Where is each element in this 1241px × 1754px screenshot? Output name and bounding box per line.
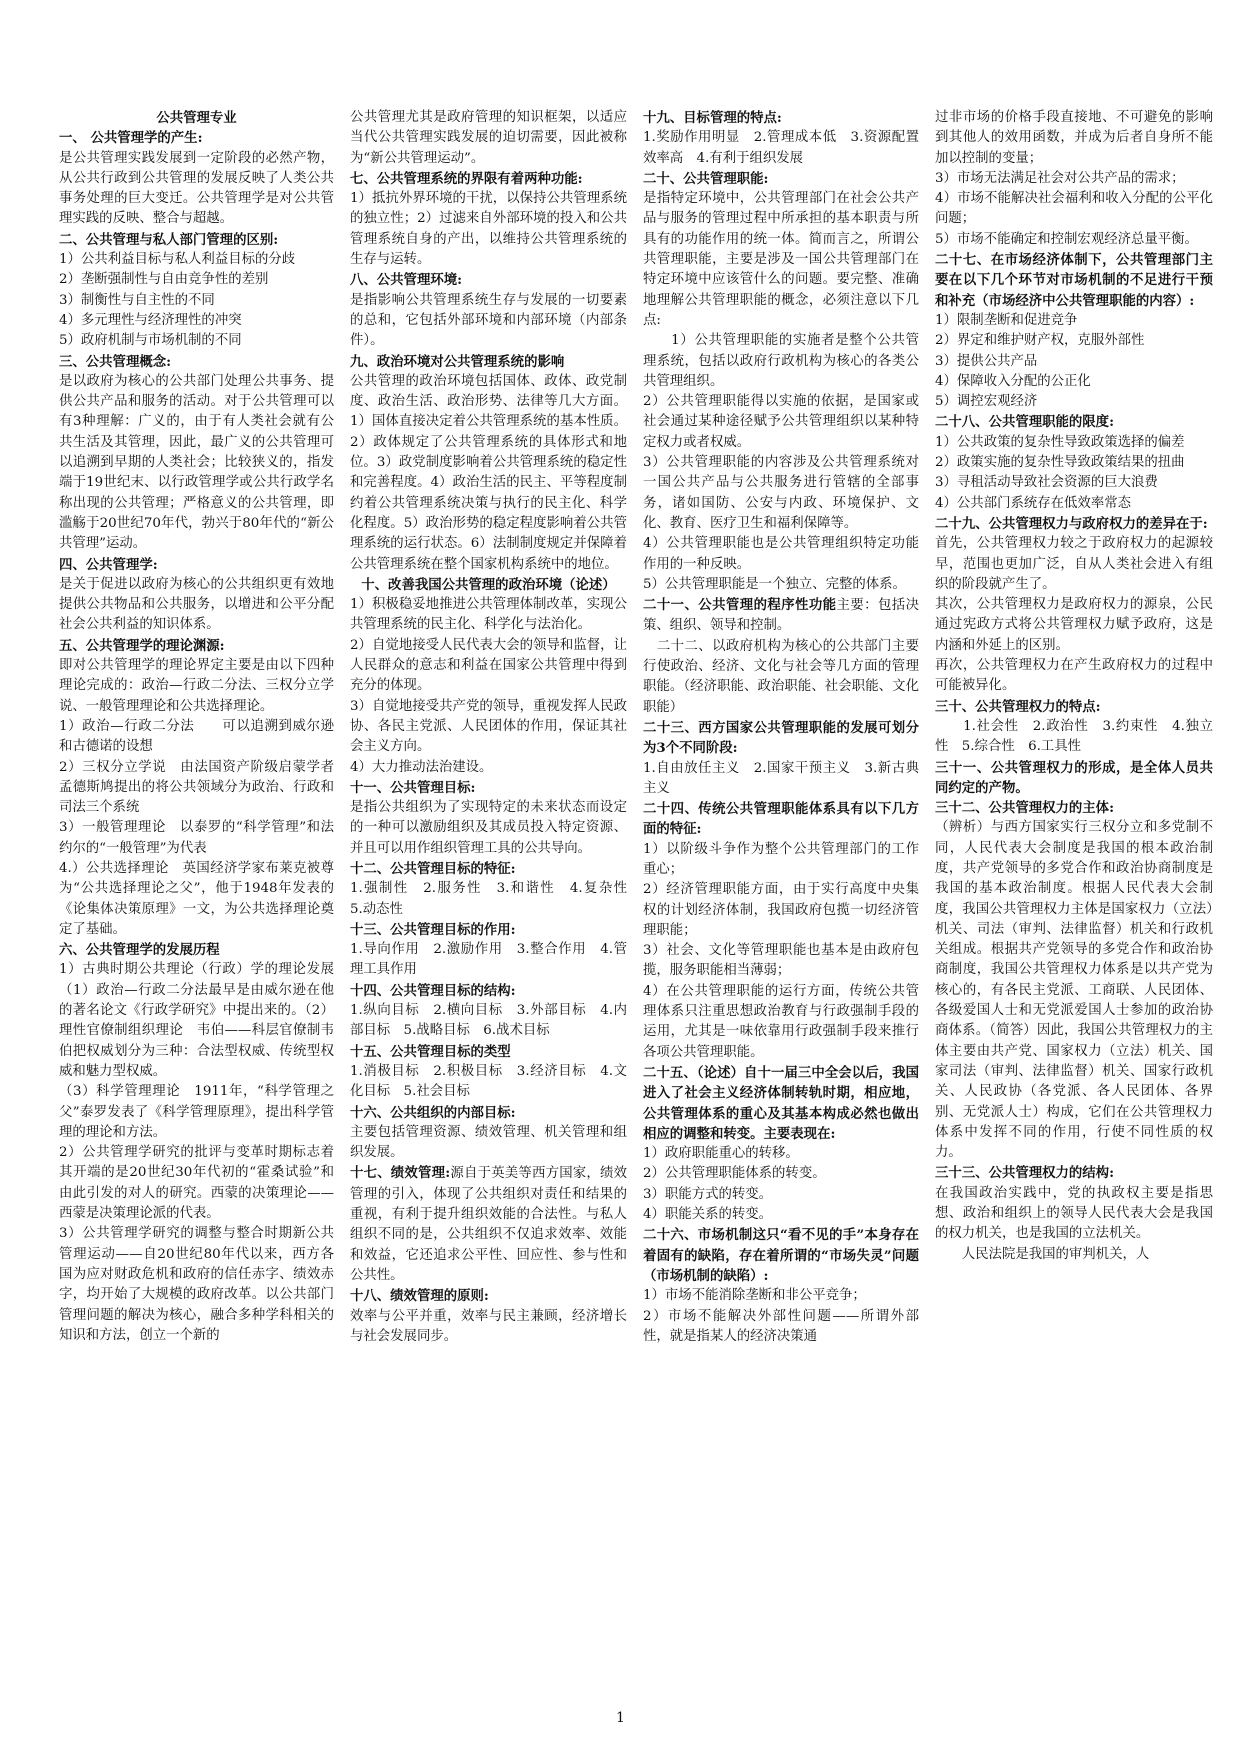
paragraph: 是指特定环境中，公共管理部门在社会公共产品与服务的管理过程中所承担的基本职责与所具有的功能作用的统一体。简而言之，所谓公共管理职能，主要是涉及一国公共管理部门在特定环境中应该管什么的问题。要完整、准确地理解公共管理职能的概念，必须注意以下几点: — [643, 191, 919, 328]
paragraph: 1.强制性 2.服务性 3.和谐性 4.复杂性 5.动态性 — [350, 881, 641, 917]
paragraph: 1）抵抗外界环境的干扰，以保持公共管理系统的独立性；2）过滤来自外部环境的投入和公共管理系统自身的产出，以维持公共管理系统的生存与运转。 — [350, 191, 627, 268]
section-heading: 十四、公共管理目标的结构: — [350, 982, 516, 999]
paragraph: 4）大力推动法治建设。 — [350, 759, 493, 775]
section-heading: 二、公共管理与私人部门管理的区别: — [59, 231, 279, 248]
paragraph: 是关于促进以政府为核心的公共组织更有效地提供公共物品和公共服务，以增进和公平分配社会公共利益的知识体系。 — [59, 576, 334, 633]
paragraph: 2）经济管理职能方面，由于实行高度中央集权的计划经济体制，我国政府包揽一切经济管理职能； — [643, 882, 919, 938]
paragraph: 其次，公共管理权力是政府权力的源泉，公民通过宪政方式将公共管理权力赋予政府，这是内涵和外延上的区别。 — [935, 597, 1213, 653]
section-heading: 五、公共管理学的理论渊源: — [59, 637, 225, 654]
paragraph: 2）自觉地接受人民代表大会的领导和监督，让人民群众的意志和利益在国家公共管理中得到充分的体现。 — [350, 637, 627, 694]
section-heading: 四、公共管理学: — [59, 556, 158, 573]
paragraph: 是公共管理实践发展到一定阶段的必然产物，从公共行政到公共管理的发展反映了人类公共事务处理的巨大变迁。公共管理学是对公共管理实践的反映、整合与超越。 — [59, 150, 334, 227]
paragraph: 4）多元理性与经济理性的冲突 — [59, 312, 242, 328]
paragraph: 效率与公平并重，效率与民主兼顾，经济增长与社会发展同步。 — [350, 1308, 627, 1344]
paragraph: 3）自觉地接受共产党的领导，重视发挥人民政协、各民主党派、人民团体的作用，保证其社会主义方向。 — [350, 698, 627, 755]
paragraph: 人民法院是我国的审判机关，人 — [935, 1246, 1150, 1262]
paragraph: 二十二、以政府机构为核心的公共部门主要行使政治、经济、文化与社会等几方面的管理职能。（经济职能、政治职能、社会职能、文化职能） — [643, 638, 919, 715]
paragraph: 5）市场不能确定和控制宏观经济总量平衡。 — [935, 231, 1198, 247]
section-heading: 十三、公共管理目标的作用: — [350, 921, 516, 938]
paragraph: 1.导向作用 2.激励作用 3.整合作用 4.管理工具作用 — [350, 942, 627, 978]
paragraph: 4）职能关系的转变。 — [643, 1207, 773, 1223]
paragraph: 3）公共管理学研究的调整与整合时期新公共管理运动——自20世纪80年代以来，西方各国为应对财政危机和政府的信任赤字、绩效赤字，均开始了大规模的政府改革。以公共部门管理问题的解决为核心，融合多种学科相关的知识和方法，创立一个新的 — [59, 1226, 334, 1343]
paragraph: 1）古典时期公共理论（行政）学的理论发展（1）政治—行政二分法最早是由威尔逊在他的著名论文《行政学研究》中提出来的。（2）理性官僚制组织理论 韦伯——科层官僚制韦伯把权威划分为三种：合法型权威、传统型权威和魅力型权威。 — [59, 962, 334, 1079]
section-heading: 二十九、公共管理权力与政府权力的差异在于: — [935, 515, 1208, 532]
section-heading: 八、公共管理环境: — [350, 272, 463, 289]
paragraph: 1）公共管理职能的实施者是整个公共管理系统，包括以政府行政机构为核心的各类公共管理组织。 — [643, 333, 919, 389]
paragraph: 3）市场无法满足社会对公共产品的需求； — [935, 170, 1185, 186]
paragraph: 3）社会、文化等管理职能也基本是由政府包揽，服务职能相当薄弱； — [643, 943, 919, 979]
paragraph: 4）保障收入分配的公正化 — [935, 373, 1091, 389]
paragraph: 1.消极目标 2.积极目标 3.经济目标 4.文化目标 5.社会目标 — [350, 1063, 627, 1100]
section-heading: 二十四、传统公共管理职能体系具有以下几方面的特征: — [643, 801, 919, 838]
section-heading: 六、公共管理学的发展历程 — [59, 942, 220, 959]
section-heading: 三十三、公共管理权力的结构: — [935, 1165, 1115, 1182]
paragraph: 是以政府为核心的公共部门处理公共事务、提供公共产品和服务的活动。对于公共管理可以有3种理解：广义的，由于有人类社会就有公共生活及其管理，因此，最广义的公共管理可以追溯到早期的人类社会；比较狭义的，指发端于19世纪末、以行政管理学或公共行政学名称出现的公共管理；严格意义的公共管理，即滥觞于20世纪70年代，勃兴于80年代的“新公共管理”运动。 — [59, 373, 334, 552]
paragraph: 再次，公共管理权力在产生政府权力的过程中可能被异化。 — [935, 658, 1213, 694]
paragraph-text: 源自于英美等西方国家，绩效管理的引入，体现了公共组织对责任和结果的重视，有利于提升组织效能的合法性。与私人组织不同的是，公共组织不仅追求效率、效能和效益，它还追求公平性、回应性、参与性和公共性。 — [350, 1166, 628, 1283]
paragraph — [643, 595, 919, 637]
paragraph: 即对公共管理学的理论界定主要是由以下四种理论完成的：政治—行政二分法、三权分立学说、一般管理理论和公共选择理论。 — [59, 658, 334, 714]
section-heading: 三、公共管理概念: — [59, 353, 172, 370]
paragraph: 2）公共管理职能得以实施的依据，是国家或社会通过某种途径赋予公共管理组织以某种特定权力或者权威。 — [643, 394, 919, 450]
paragraph: 4）公共管理职能也是公共管理组织特定功能作用的一种反映。 — [643, 536, 919, 572]
section-heading: 十一、公共管理目标: — [350, 779, 476, 796]
paragraph: 1）限制垄断和促进竞争 — [935, 312, 1078, 328]
paragraph: 1.自由放任主义 2.国家干预主义 3.新古典主义 — [643, 760, 919, 796]
page-title: 公共管理专业 — [156, 110, 237, 126]
paragraph: 1.社会性 2.政治性 3.约束性 4.独立性 5.综合性 6.工具性 — [935, 718, 1213, 755]
section-heading: 十五、公共管理目标的类型 — [350, 1043, 511, 1060]
section-heading: 九、政治环境对公共管理系统的影响 — [350, 353, 565, 370]
column-1 — [59, 108, 334, 1346]
section-heading: 二十六、市场机制这只“看不见的手”本身存在着固有的缺陷，存在着所谓的“市场失灵”问题（市场机制的缺陷）: — [643, 1227, 919, 1284]
section-heading: 十七、绩效管理: — [350, 1165, 451, 1182]
paragraph: 2）界定和维护财产权，克服外部性 — [935, 333, 1145, 349]
paragraph: 3）制衡性与自主性的不同 — [59, 292, 215, 308]
section-heading: 二十、公共管理职能: — [643, 170, 769, 187]
paragraph — [350, 1163, 627, 1286]
paragraph: 是指公共组织为了实现特定的未来状态而设定的一种可以激励组织及其成员投入特定资源、并且可以用作组织管理工具的公共导向。 — [350, 800, 627, 856]
paragraph: 5）公共管理职能是一个独立、完整的体系。 — [643, 576, 906, 592]
paragraph: 1）政治—行政二分法 可以追溯到威尔逊和古德诺的设想 — [59, 718, 334, 755]
paragraph: 1）政府职能重心的转移。 — [643, 1146, 799, 1162]
section-heading: 二十七、在市场经济体制下，公共管理部门主要在以下几个环节对市场机制的不足进行干预和补充（市场经济中公共管理职能的内容）: — [935, 252, 1213, 309]
section-heading: 十六、公共组织的内部目标: — [350, 1104, 516, 1121]
paragraph-text: 主要：包括决策、组织、领导和控制。 — [643, 598, 920, 634]
section-heading: 二十三、西方国家公共管理职能的发展可划分为3个不同阶段: — [643, 719, 919, 757]
section-heading: 十二、公共管理目标的特征: — [350, 860, 516, 877]
paragraph: （辨析）与西方国家实行三权分立和多党制不同，人民代表大会制度是我国的根本政治制度，共产党领导的多党合作和政治协商制度是我国的基本政治制度。根据人民代表大会制度，我国公共管理权力主体是国家权力（立法）机关、司法（审判、法律监督）机关和行政机关组成。根据共产党领导的多党合作和政治协商制度，我国公共管理权力体系是以共产党为核心的，有各民主党派、工商联、人民团体、各级爱国人士和无党派爱国人士参加的政治协商体系。（简答）因此，我国公共管理权力的主体主要由共产党、国家权力（立法）机关、国家司法（审判、法律监督）机关、国家行政机关、人民政协（各党派、各人民团体、各界别、无党派人士）构成，它们在公共管理权力体系中发挥不同的作用，行使不同性质的权力。 — [935, 820, 1213, 1161]
column-2 — [350, 108, 641, 1347]
paragraph: 是指影响公共管理系统生存与发展的一切要素的总和，它包括外部环境和内部环境（内部条件）。 — [350, 292, 627, 349]
section-heading: 三十、公共管理权力的特点: — [935, 698, 1101, 715]
section-heading: 三十二、公共管理权力的主体: — [935, 800, 1115, 817]
paragraph: 3）职能方式的转变。 — [643, 1186, 773, 1202]
paragraph: 在我国政治实践中，党的执政权主要是指思想、政治和组织上的领导人民代表大会是我国的权力机关，也是我国的立法机关。 — [935, 1185, 1213, 1242]
page-number: 1 — [616, 1710, 625, 1726]
section-heading: 一、 公共管理学的产生: — [59, 130, 203, 147]
paragraph: 5）调控宏观经济 — [935, 394, 1038, 410]
paragraph: 1）积极稳妥地推进公共管理体制改革，实现公共管理系统的民主化、科学化与法治化。 — [350, 597, 627, 633]
section-heading: 三十一、公共管理权力的形成，是全体人员共同约定的产物。 — [935, 759, 1213, 796]
paragraph: 2）三权分立学说 由法国资产阶级启蒙学者孟德斯鸠提出的将公共领域分为政治、行政和司法三个系统 — [59, 759, 334, 816]
paragraph: 1.奖励作用明显 2.管理成本低 3.资源配置效率高 4.有利于组织发展 — [643, 130, 919, 166]
paragraph: 5）政府机制与市场机制的不同 — [59, 333, 242, 349]
paragraph: 3）一般管理理论 以泰罗的“科学管理”和法约尔的“一般管理”为代表 — [59, 820, 334, 856]
paragraph: 4）市场不能解决社会福利和收入分配的公平化问题； — [935, 191, 1213, 227]
paragraph: 2）垄断强制性与自由竞争性的差别 — [59, 272, 269, 288]
paragraph: 2）政策实施的复杂性导致政策结果的扭曲 — [935, 455, 1185, 471]
paragraph: 1）公共政策的复杂性导致政策选择的偏差 — [935, 434, 1185, 450]
paragraph: 公共管理的政治环境包括国体、政体、政党制度、政治生活、政治形势、法律等几大方面。1）国体直接决定着公共管理系统的基本性质。2）政体规定了公共管理系统的具体形式和地位。3）政党制度影响着公共管理系统的稳定性和完善程度。4）政治生活的民主、平等程度制约着公共管理系统决策与执行的民主化、科学化程度。5）政治形势的稳定程度影响着公共管理系统的运行状态。6）法制制度规定并保障着公共管理系统在整个国家机构系统中的地位。 — [350, 373, 627, 572]
paragraph: 1.纵向目标 2.横向目标 3.外部目标 4.内部目标 5.战略目标 6.战术目标 — [350, 1003, 627, 1039]
paragraph: 1）以阶级斗争作为整个公共管理部门的工作重心； — [643, 841, 919, 877]
paragraph: 3）寻租活动导致社会资源的巨大浪费 — [935, 475, 1158, 491]
section-heading: 二十五、（论述）自十一届三中全会以后，我国进入了社会主义经济体制转轨时期，相应地，公共管理体系的重心及其基本构成必然也做出相应的调整和转变。主要表现在: — [643, 1064, 919, 1142]
paragraph: 3）提供公共产品 — [935, 353, 1038, 369]
column-4 — [935, 108, 1213, 1265]
paragraph: 4.）公共选择理论 英国经济学家布莱克被尊为“公共选择理论之父”，他于1948年发表的《论集体决策原理》一文，为公共选择理论奠定了基础。 — [59, 860, 334, 937]
section-heading: 二十八、公共管理职能的限度: — [935, 414, 1115, 431]
paragraph: 2）市场不能解决外部性问题——所谓外部性，就是指某人的经济决策通 — [643, 1308, 919, 1344]
paragraph: 4）公共部门系统存在低效率常态 — [935, 495, 1131, 511]
paragraph: 公共管理尤其是政府管理的知识框架，以适应当代公共管理实践发展的迫切需要，因此被称为“新公共管理运动”。 — [350, 110, 627, 166]
section-heading: 二十一、公共管理的程序性功能 — [643, 597, 837, 614]
paragraph: 1）公共利益目标与私人利益目标的分歧 — [59, 252, 296, 268]
paragraph: 首先，公共管理权力较之于政府权力的起源较早，范围也更加广泛，自从人类社会进入有组织的阶段就产生了。 — [935, 536, 1213, 592]
section-heading: 七、公共管理系统的界限有着两种功能: — [350, 170, 583, 187]
paragraph: 1）市场不能消除垄断和非公平竞争； — [643, 1288, 866, 1304]
section-heading: 十、改善我国公共管理的政治环境（论述） — [361, 576, 616, 593]
paragraph: 3）公共管理职能的内容涉及公共管理系统对一国公共产品与公共服务进行管辖的全部事务，诸如国防、公安与内政、环境保护、文化、教育、医疗卫生和福利保障等。 — [643, 455, 919, 531]
section-heading: 十八、绩效管理的原则: — [350, 1288, 489, 1305]
paragraph: 4）在公共管理职能的运行方面，传统公共管理体系只注重思想政治教育与行政强制手段的运用，尤其是一味依靠用行政强制手段来推行各项公共管理职能。 — [643, 983, 919, 1060]
paragraph: （3）科学管理理论 1911年，“科学管理之父”泰罗发表了《科学管理原理》，提出科学管理的理论和方法。 — [59, 1084, 334, 1140]
column-3 — [643, 108, 919, 1347]
paragraph: 主要包括管理资源、绩效管理、机关管理和组织发展。 — [350, 1124, 627, 1161]
paragraph: 2）公共管理职能体系的转变。 — [643, 1166, 826, 1182]
paragraph: 过非市场的价格手段直接地、不可避免的影响到其他人的效用函数，并成为后者自身所不能加以控制的变量； — [935, 110, 1213, 166]
paragraph: 2）公共管理学研究的批评与变革时期标志着其开端的是20世纪30年代初的“霍桑试验”和由此引发的对人的研究。西蒙的决策理论——西蒙是决策理论派的代表。 — [59, 1145, 334, 1222]
section-heading: 十九、目标管理的特点: — [643, 110, 782, 126]
